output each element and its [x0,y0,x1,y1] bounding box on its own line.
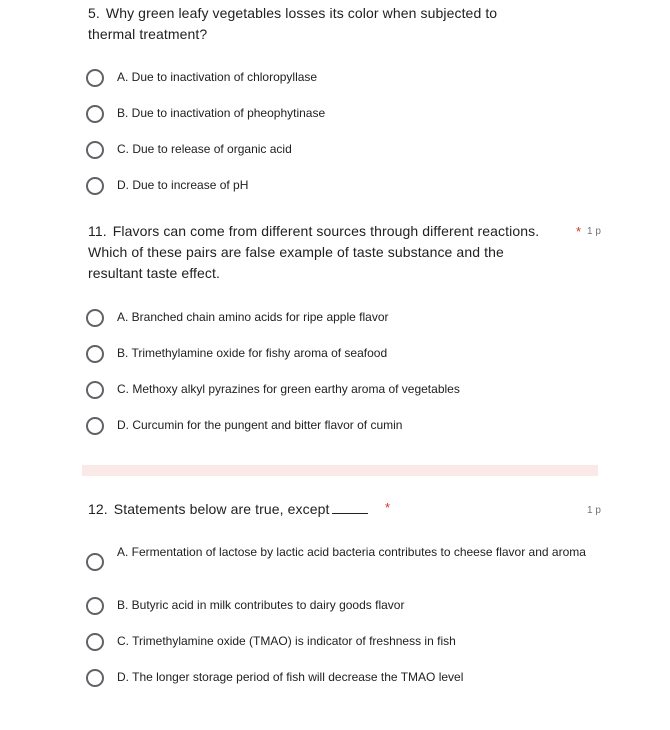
question-number: 12. [88,501,108,517]
radio-button-icon[interactable] [86,69,104,87]
q12-option-b[interactable] [86,594,606,620]
radio-button-icon[interactable] [86,633,104,651]
q5-option-c[interactable] [86,138,606,164]
option-label: C. Methoxy alkyl pyrazines for green earthy aroma of vegetables [117,382,460,396]
q5-option-a[interactable] [86,66,606,92]
question-text: Statements below are true, except [113,501,330,517]
question-text-line: Flavors can come from different sources through different reactions. [112,223,540,239]
q12-option-a[interactable] [86,543,606,583]
required-asterisk: * [576,224,582,239]
radio-button-icon[interactable] [86,309,104,327]
option-label: B. Trimethylamine oxide for fishy aroma of seafood [117,346,388,360]
q11-option-b[interactable] [86,342,606,368]
q12-option-c[interactable] [86,630,606,656]
question-text-line: Which of these pairs are false example of taste substance and the [88,244,504,260]
radio-button-icon[interactable] [86,597,104,615]
radio-button-icon[interactable] [86,105,104,123]
q11-option-d[interactable] [86,414,606,440]
option-label: D. Curcumin for the pungent and bitter flavor of cumin [117,418,403,432]
radio-button-icon[interactable] [86,417,104,435]
question-12-title [88,499,368,520]
radio-button-icon[interactable] [86,381,104,399]
option-label: B. Due to inactivation of pheophytinase [117,106,326,120]
option-label: D. Due to increase of pH [117,178,249,192]
points-label: 1 p [587,226,601,237]
q12-option-d[interactable] [86,666,606,692]
radio-button-icon[interactable] [86,141,104,159]
option-label: C. Due to release of organic acid [117,142,292,156]
option-label: A. Fermentation of lactose by lactic acid bacteria contributes to cheese flavor and aroma [117,545,586,559]
q11-option-a[interactable] [86,306,606,332]
radio-button-icon[interactable] [86,553,104,571]
question-11-title [88,221,588,284]
question-text-line: Why green leafy vegetables losses its color when subjected to [105,5,498,21]
radio-button-icon[interactable] [86,177,104,195]
question-text-line: thermal treatment? [88,26,208,42]
fill-in-blank [332,501,368,514]
radio-button-icon[interactable] [86,345,104,363]
required-asterisk: * [385,500,391,515]
radio-button-icon[interactable] [86,669,104,687]
option-label: C. Trimethylamine oxide (TMAO) is indicator of freshness in fish [117,634,456,648]
question-text-line: resultant taste effect. [88,265,221,281]
question-number: 5. [88,5,100,21]
option-label: D. The longer storage period of fish will decrease the TMAO level [117,670,464,684]
option-label: A. Due to inactivation of chloropyllase [117,70,318,84]
option-label: A. Branched chain amino acids for ripe apple flavor [117,310,389,324]
question-5-title [88,3,497,45]
q11-option-c[interactable] [86,378,606,404]
q5-option-d[interactable] [86,174,606,200]
points-label: 1 p [587,505,601,516]
q5-option-b[interactable] [86,102,606,128]
question-number: 11. [88,223,107,239]
option-label: B. Butyric acid in milk contributes to dairy goods flavor [117,598,405,612]
section-divider [82,465,598,476]
